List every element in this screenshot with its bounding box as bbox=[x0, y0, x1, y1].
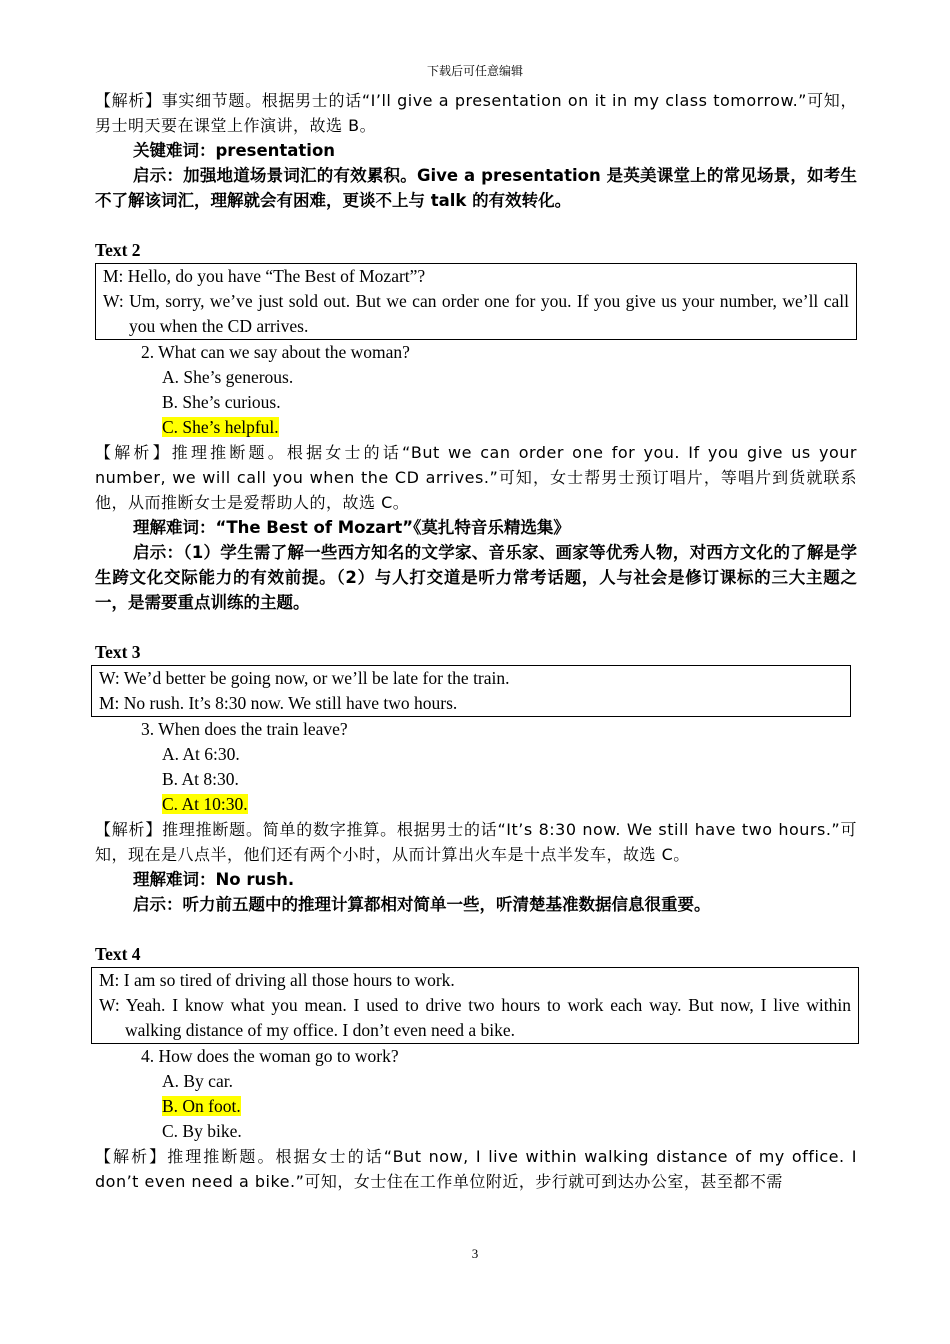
option-a: A. By car. bbox=[162, 1071, 233, 1091]
answer-highlight: C. She’s helpful. bbox=[162, 417, 279, 437]
analysis-text: 推理推断题。根据女士的话“But now, I live within walking distance of my office. I don’t even need a bike.”可知，女士住在工作单位附近，步行就可到达办公室，甚至都不需 bbox=[95, 1147, 857, 1191]
option-c: C. By bike. bbox=[162, 1121, 242, 1141]
dialogue-line: M: Hello, do you have “The Best of Mozart”? bbox=[103, 266, 426, 286]
option-c-answer bbox=[95, 792, 857, 817]
page-number: 3 bbox=[471, 1246, 479, 1261]
question-2: 2. What can we say about the woman? bbox=[141, 342, 410, 362]
analysis-text: 事实细节题。根据男士的话“I’ll give a presentation on it in my class tomorrow.”可知，男士明天要在课堂上作演讲，故选 B。 bbox=[95, 91, 857, 135]
analysis-label: 【解析】 bbox=[95, 91, 162, 110]
analysis-text: 推理推断题。根据女士的话“But we can order one for you. If you give us your number, we will call you when the CD arrives.”可知，女士帮男士预订唱片，等唱片到货就联系他，从而推断女士是爱帮助人的，故选 C。 bbox=[95, 443, 857, 512]
text-2-title: Text 2 bbox=[95, 240, 141, 260]
option-c-answer bbox=[95, 415, 857, 440]
dialogue-box-3 bbox=[91, 665, 851, 717]
option-a: A. She’s generous. bbox=[162, 367, 294, 387]
answer-highlight: C. At 10:30. bbox=[162, 794, 248, 814]
analysis-paragraph-1 bbox=[95, 88, 857, 138]
keyword-line-1: 关键难词：presentation bbox=[133, 141, 336, 160]
dialogue-line: W: We’d better be going now, or we’ll be late for the train. bbox=[99, 668, 510, 688]
page-header: 下载后可任意编辑 bbox=[426, 64, 523, 78]
option-b: B. She’s curious. bbox=[162, 392, 281, 412]
analysis-label: 【解析】 bbox=[95, 1147, 168, 1166]
tip-paragraph-3: 启示：听力前五题中的推理计算都相对简单一些，听清楚基准数据信息很重要。 bbox=[133, 895, 711, 914]
analysis-paragraph-2 bbox=[95, 440, 857, 515]
tip-paragraph-1: 启示：加强地道场景词汇的有效累积。Give a presentation 是英美课堂上的常见场景，如考生不了解该词汇，理解就会有困难，更谈不上与 talk 的有效转化。 bbox=[95, 166, 857, 210]
dialogue-line: W: Um, sorry, we’ve just sold out. But we can order one for you. If you give us your number, we’ll call you when the CD arrives. bbox=[103, 291, 849, 336]
keyword-line-2: 理解难词：“The Best of Mozart”《莫扎特音乐精选集》 bbox=[133, 518, 570, 537]
analysis-paragraph-3 bbox=[95, 817, 857, 867]
dialogue-box-4 bbox=[91, 967, 859, 1044]
page-content bbox=[95, 88, 857, 1194]
dialogue-line: M: No rush. It’s 8:30 now. We still have two hours. bbox=[99, 693, 458, 713]
option-b: B. At 8:30. bbox=[162, 769, 239, 789]
analysis-text: 推理推断题。简单的数字推算。根据男士的话“It’s 8:30 now. We still have two hours.”可知，现在是八点半，他们还有两个小时，从而计算出火车是十点半发车，故选 C。 bbox=[95, 820, 857, 864]
option-b-answer bbox=[95, 1094, 857, 1119]
answer-highlight: B. On foot. bbox=[162, 1096, 241, 1116]
question-3: 3. When does the train leave? bbox=[141, 719, 348, 739]
dialogue-box-2 bbox=[95, 263, 857, 340]
text-3-title: Text 3 bbox=[95, 642, 141, 662]
analysis-paragraph-4 bbox=[95, 1144, 857, 1194]
question-4: 4. How does the woman go to work? bbox=[141, 1046, 399, 1066]
analysis-label: 【解析】 bbox=[95, 443, 172, 462]
text-4-title: Text 4 bbox=[95, 944, 141, 964]
dialogue-line: M: I am so tired of driving all those hours to work. bbox=[99, 970, 455, 990]
option-a: A. At 6:30. bbox=[162, 744, 240, 764]
analysis-label: 【解析】 bbox=[95, 820, 163, 839]
dialogue-line: W: Yeah. I know what you mean. I used to drive two hours to work each way. But now, I live within walking distance of my office. I don’t even need a bike. bbox=[99, 995, 851, 1040]
tip-paragraph-2: 启示：（1）学生需了解一些西方知名的文学家、音乐家、画家等优秀人物，对西方文化的了解是学生跨文化交际能力的有效前提。（2）与人打交道是听力常考话题，人与社会是修订课标的三大主题之一，是需要重点训练的主题。 bbox=[95, 543, 857, 612]
keyword-line-3: 理解难词：No rush. bbox=[133, 870, 295, 889]
